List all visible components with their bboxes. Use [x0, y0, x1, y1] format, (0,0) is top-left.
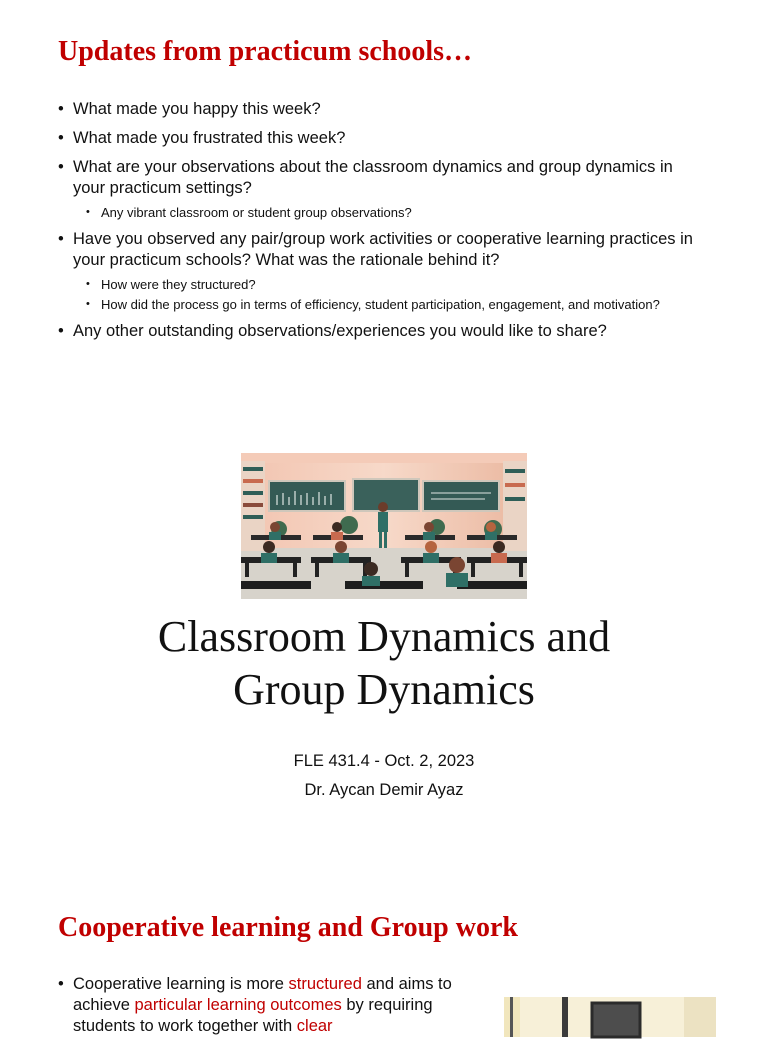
- text-segment: by requiring students to work together with: [73, 996, 433, 1035]
- slide1-title: Updates from practicum schools…: [58, 36, 473, 67]
- highlighted-term: particular learning outcomes: [134, 996, 342, 1014]
- highlighted-term: clear: [296, 1017, 333, 1035]
- highlighted-term: structured: [288, 975, 362, 993]
- slide3-bullet-list: [58, 974, 468, 1045]
- list-item: • What are your observations about the classroom dynamics and group dynamics in your practicum settings?: [58, 157, 708, 199]
- sub-list-item: • Any vibrant classroom or student group observations?: [86, 204, 708, 221]
- slide1-bullet-list: [58, 99, 708, 350]
- list-item: • What made you frustrated this week?: [58, 128, 708, 149]
- list-item: • Any other outstanding observations/experiences you would like to share?: [58, 321, 708, 342]
- author-name: Dr. Aycan Demir Ayaz: [304, 781, 464, 799]
- presentation-title: [0, 610, 768, 716]
- classroom-illustration-icon: [241, 453, 527, 599]
- text-segment: and aims to achieve: [73, 975, 452, 1014]
- list-item: • Have you observed any pair/group work activities or cooperative learning practices in your practicum schools? What was the rationale behind it?: [58, 229, 708, 271]
- text-segment: Cooperative learning is more: [73, 975, 289, 993]
- list-item: [58, 974, 468, 1037]
- list-item: • What made you happy this week?: [58, 99, 708, 120]
- slide3-title: Cooperative learning and Group work: [58, 912, 518, 943]
- presentation-title-line2: Group Dynamics: [233, 665, 535, 714]
- sub-list-item: • How were they structured?: [86, 276, 708, 293]
- course-info: FLE 431.4 - Oct. 2, 2023: [293, 752, 475, 770]
- sub-list-item: • How did the process go in terms of efficiency, student participation, engagement, and motivation?: [86, 296, 708, 313]
- classroom-window-illustration-icon: [504, 997, 716, 1037]
- presentation-title-line1: Classroom Dynamics and: [157, 612, 611, 661]
